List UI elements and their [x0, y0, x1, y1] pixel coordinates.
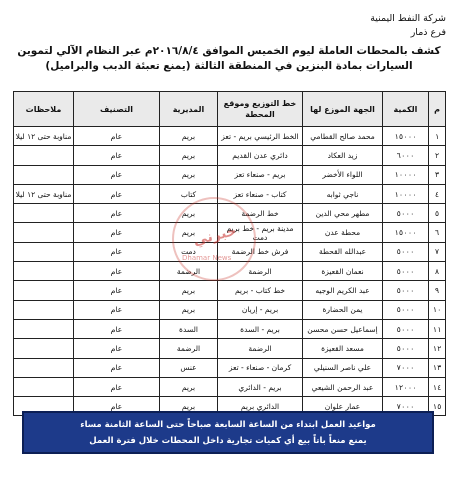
watermark-sub: Dhamar News — [182, 254, 232, 262]
table-row — [14, 281, 446, 300]
cell-no: ١٥ — [429, 397, 446, 416]
table-row — [14, 339, 446, 358]
cell-station: محمد صالح القطامي — [303, 127, 383, 146]
cell-station: عبد الرحمن الشيعي — [303, 377, 383, 396]
working-hours-notice — [22, 411, 434, 454]
cell-route: الرضمة — [218, 339, 303, 358]
cell-route: الدائري بريم — [218, 397, 303, 416]
cell-class: عام — [74, 242, 160, 261]
cell-class: عام — [74, 165, 160, 184]
cell-no: ١٢ — [429, 339, 446, 358]
cell-station: يمن الحضارة — [303, 300, 383, 319]
table-row — [14, 165, 446, 184]
cell-station: عمار علوان — [303, 397, 383, 416]
cell-notes — [14, 165, 74, 184]
cell-route: خط الرضمة — [218, 204, 303, 223]
cell-route: بريم - إريان — [218, 300, 303, 319]
cell-qty: ١٢٠٠٠ — [383, 377, 429, 396]
cell-station: اللواء الأخضر — [303, 165, 383, 184]
cell-notes — [14, 300, 74, 319]
cell-station: إسماعيل حسن محسن — [303, 319, 383, 338]
col-header-qty: الكمية — [383, 92, 429, 127]
cell-station: ناجي ثوابه — [303, 184, 383, 203]
table-row — [14, 377, 446, 396]
cell-no: ٩ — [429, 281, 446, 300]
cell-class: عام — [74, 127, 160, 146]
cell-qty: ٧٠٠٠ — [383, 397, 429, 416]
notice-line-1: مواعيد العمل ابتداء من الساعة السابعة صباحاً حتى الساعة الثامنة مساء — [80, 420, 376, 430]
cell-district: الرضمة — [160, 262, 218, 281]
cell-route: الرضمة — [218, 262, 303, 281]
cell-notes: مناوبة حتى ١٢ ليلا — [14, 184, 74, 203]
cell-class: عام — [74, 339, 160, 358]
cell-class: عام — [74, 262, 160, 281]
cell-notes — [14, 242, 74, 261]
col-header-notes: ملاحظات — [14, 92, 74, 127]
cell-district: بريم — [160, 397, 218, 416]
cell-no: ٣ — [429, 165, 446, 184]
cell-no: ٨ — [429, 262, 446, 281]
cell-route: بريم - صنعاء تعز — [218, 165, 303, 184]
cell-route: مدينة بريم - خط بريم دمت — [218, 223, 303, 242]
cell-notes — [14, 358, 74, 377]
cell-district: بريم — [160, 377, 218, 396]
cell-station: عبد الكريم الوجيه — [303, 281, 383, 300]
company-name: شركة النفط اليمنية — [370, 13, 446, 24]
table-row — [14, 127, 446, 146]
cell-no: ١٤ — [429, 377, 446, 396]
cell-qty: ٥٠٠٠ — [383, 319, 429, 338]
cell-station: مسعد القعيزة — [303, 339, 383, 358]
cell-qty: ٥٠٠٠ — [383, 281, 429, 300]
document-title: كشف بالمحطات العاملة ليوم الخميس الموافق ٢٠١٦/٨/٤م عبر النظام الآلي لتموين السيارات بمادة البنزين في المنطقة الثالثة (يمنع تعبئة الدبب والبراميل) — [17, 45, 441, 72]
cell-route: خط كتاب - بريم — [218, 281, 303, 300]
cell-no: ١٠ — [429, 300, 446, 319]
cell-district: بريم — [160, 165, 218, 184]
cell-qty: ١٠٠٠٠ — [383, 165, 429, 184]
cell-route: كرمان - صنعاء - تعز — [218, 358, 303, 377]
cell-notes — [14, 262, 74, 281]
cell-qty: ١٥٠٠٠ — [383, 127, 429, 146]
table-row — [14, 146, 446, 165]
cell-district: الرضمة — [160, 339, 218, 358]
cell-class: عام — [74, 146, 160, 165]
col-header-no: م — [429, 92, 446, 127]
cell-district: السدة — [160, 319, 218, 338]
cell-class: عام — [74, 319, 160, 338]
cell-class: عام — [74, 223, 160, 242]
cell-district: كتاب — [160, 184, 218, 203]
cell-notes: مناوبة حتى ١٢ ليلا — [14, 127, 74, 146]
table-row — [14, 358, 446, 377]
table-row — [14, 319, 446, 338]
table-header-row — [14, 92, 446, 127]
cell-station: علي ناصر السنيلي — [303, 358, 383, 377]
cell-class: عام — [74, 358, 160, 377]
cell-station: زيد العكاد — [303, 146, 383, 165]
cell-district: بريم — [160, 146, 218, 165]
cell-qty: ٥٠٠٠ — [383, 262, 429, 281]
cell-district: دمت — [160, 242, 218, 261]
cell-station: عبدالله القحطة — [303, 242, 383, 261]
cell-no: ١ — [429, 127, 446, 146]
cell-notes — [14, 377, 74, 396]
col-header-route: خط التوزيع وموقع المحطة — [218, 92, 303, 127]
cell-class: عام — [74, 281, 160, 300]
cell-district: بريم — [160, 127, 218, 146]
cell-class: عام — [74, 184, 160, 203]
cell-no: ٧ — [429, 242, 446, 261]
cell-class: عام — [74, 300, 160, 319]
cell-route: كتاب - صنعاء تعز — [218, 184, 303, 203]
cell-district: عنس — [160, 358, 218, 377]
cell-route: دائري عدن القديم — [218, 146, 303, 165]
cell-no: ٢ — [429, 146, 446, 165]
cell-qty: ٥٠٠٠ — [383, 300, 429, 319]
cell-no: ١١ — [429, 319, 446, 338]
cell-qty: ٥٠٠٠ — [383, 339, 429, 358]
cell-district: بريم — [160, 300, 218, 319]
cell-station: مطهر محي الدين — [303, 204, 383, 223]
cell-route: بريم - السدة — [218, 319, 303, 338]
cell-route: فرش خط الرضمة — [218, 242, 303, 261]
cell-no: ٦ — [429, 223, 446, 242]
cell-notes — [14, 204, 74, 223]
cell-district: بريم — [160, 204, 218, 223]
cell-class: عام — [74, 204, 160, 223]
col-header-class: التصنيف — [74, 92, 160, 127]
cell-notes — [14, 319, 74, 338]
cell-qty: ١٠٠٠٠ — [383, 184, 429, 203]
cell-notes — [14, 339, 74, 358]
cell-station: محطة عدن — [303, 223, 383, 242]
cell-no: ٥ — [429, 204, 446, 223]
cell-qty: ٦٠٠٠ — [383, 146, 429, 165]
cell-notes — [14, 281, 74, 300]
cell-route: الخط الرئيسي بريم - تعز — [218, 127, 303, 146]
cell-qty: ٥٠٠٠ — [383, 242, 429, 261]
cell-district: بريم — [160, 223, 218, 242]
cell-class: عام — [74, 397, 160, 416]
branch-name: فرع ذمار — [410, 27, 446, 38]
cell-station: نعمان القعيزة — [303, 262, 383, 281]
cell-no: ١٣ — [429, 358, 446, 377]
table-row — [14, 300, 446, 319]
company-header — [370, 12, 446, 40]
cell-qty: ٧٠٠٠ — [383, 358, 429, 377]
watermark-logo: خبرني — [191, 222, 239, 250]
cell-notes — [14, 146, 74, 165]
col-header-station: الجهة الموزع لها — [303, 92, 383, 127]
cell-notes — [14, 223, 74, 242]
cell-qty: ١٥٠٠٠ — [383, 223, 429, 242]
cell-class: عام — [74, 377, 160, 396]
cell-district: بريم — [160, 281, 218, 300]
notice-line-2: يمنع منعاً باتاً بيع أي كميات تجارية داخل المحطات خلال فترة العمل — [89, 436, 367, 446]
cell-route: بريم - الدائري — [218, 377, 303, 396]
col-header-district: المديرية — [160, 92, 218, 127]
cell-qty: ٥٠٠٠ — [383, 204, 429, 223]
cell-no: ٤ — [429, 184, 446, 203]
